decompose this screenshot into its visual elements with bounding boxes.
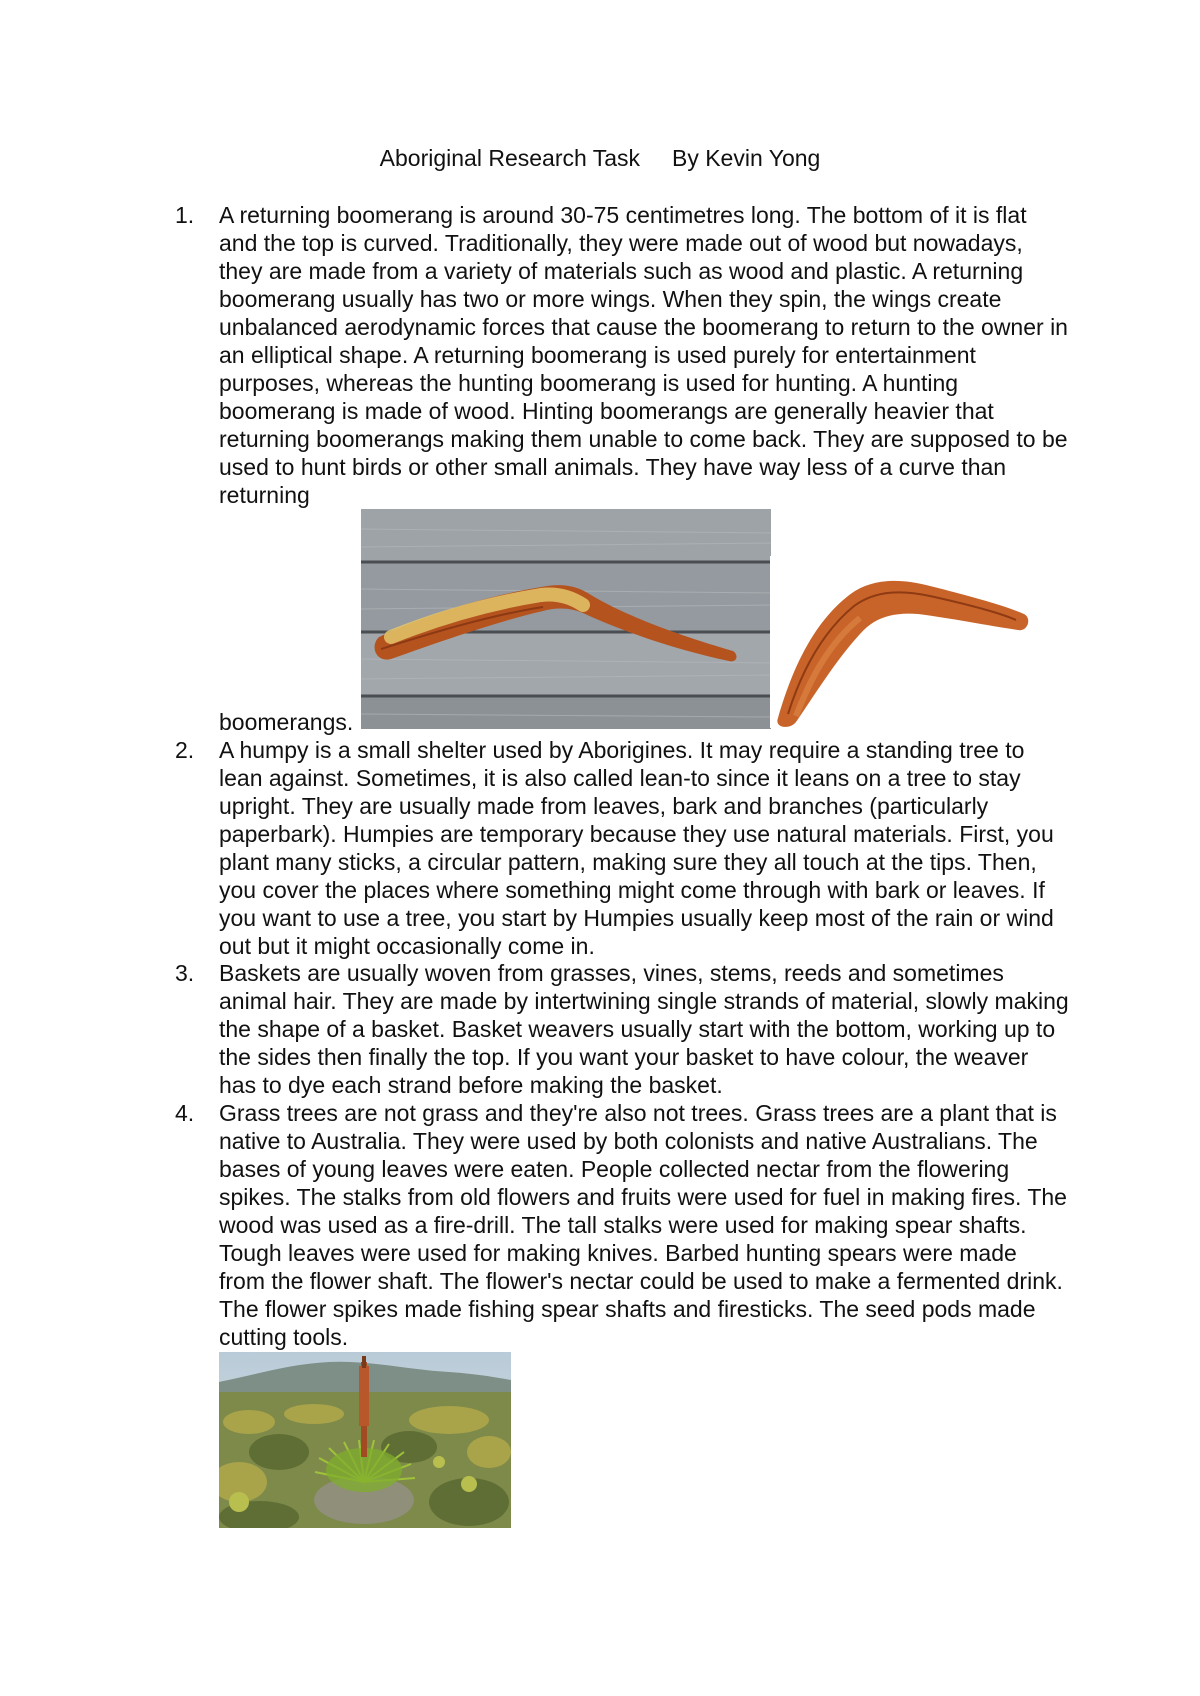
grass-tree-image <box>219 1352 511 1528</box>
list-number: 4. <box>175 1100 195 1126</box>
list-item-text: A humpy is a small shelter used by Aborigines. It may require a standing tree to lean against. Sometimes, it is also called lean-to since it leans on a tree to stay upright. They are usually made from leaves, bark and branches (particularly paperbark). Humpies are temporary because they use natural materials. First, you plant many sticks, a circular pattern, making sure they all touch at the tips. Then, you cover the places where something might come through with bark or leaves. If you want to use a tree, you start by Humpies usually keep most of the rain or wind out but it might occasionally come in. <box>219 737 1054 959</box>
list-item-text: A returning boomerang is around 30-75 centimetres long. The bottom of it is flat and the top is curved. Traditionally, they were made out of wood but nowadays, they are made from a variety of materials such as wood and plastic. A returning boomerang usually has two or more wings. When they spin, the wings create unbalanced aerodynamic forces that cause the boomerang to return to the owner in an elliptical shape. A returning boomerang is used purely for entertainment purposes, whereas the hunting boomerang is used for hunting. A hunting boomerang is made of wood. Hinting boomerangs are generally heavier that returning boomerangs making them unable to come back. They are supposed to be used to hunt birds or other small animals. They have way less of a curve than returning <box>219 202 1068 508</box>
list-item-text: Grass trees are not grass and they're also not trees. Grass trees are a plant that is native to Australia. They were used by both colonists and native Australians. The bases of young leaves were eaten. People collected nectar from the flowering spikes. The stalks from old flowers and fruits were used for fuel in making fires. The wood was used as a fire-drill. The tall stalks were used for making spear shafts. Tough leaves were used for making knives. Barbed hunting spears were made from the flower shaft. The flower's nectar could be used to make a fermented drink. The flower spikes made fishing spear shafts and firesticks. The seed pods made cutting tools. <box>219 1100 1067 1350</box>
list-item-1-trailing-text: boomerangs. <box>219 709 354 735</box>
list-item-text: Baskets are usually woven from grasses, vines, stems, reeds and sometimes animal hair. They are made by intertwining single strands of material, slowly making the shape of a basket. Basket weavers usually start with the bottom, working up to the sides then finally the top. If you want your basket to have colour, the weaver has to dye each strand before making the basket. <box>219 960 1069 1098</box>
document-title: Aboriginal Research Task By Kevin Yong <box>379 145 821 171</box>
list-number: 2. <box>175 737 195 763</box>
list-number: 1. <box>175 202 195 228</box>
orange-boomerang-image <box>770 556 1032 728</box>
boomerang-on-wood-image <box>361 509 771 729</box>
list-number: 3. <box>175 960 195 986</box>
